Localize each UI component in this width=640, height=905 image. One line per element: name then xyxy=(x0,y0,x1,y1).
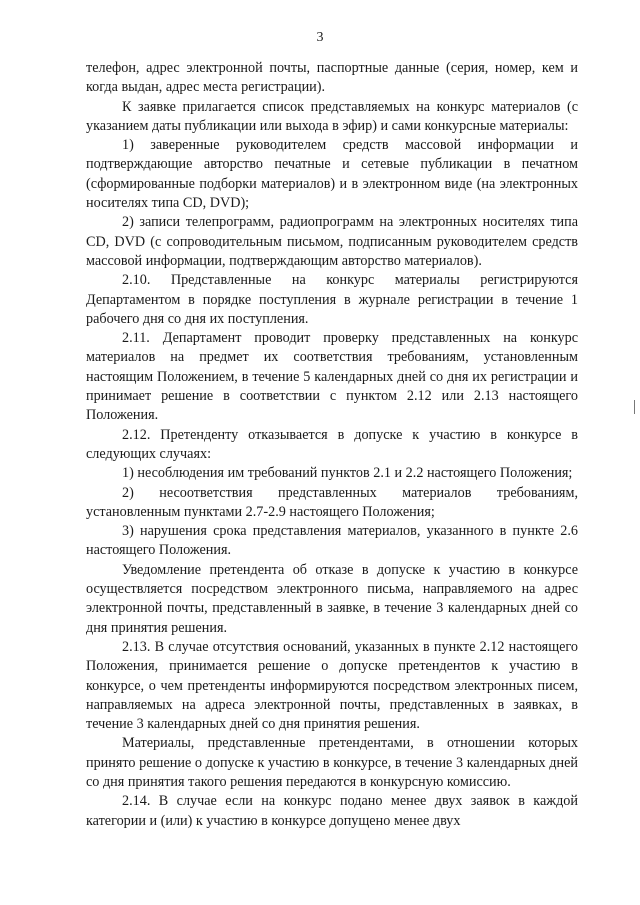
scan-margin-mark xyxy=(634,400,635,414)
paragraph-refusal-reason-1: 1) несоблюдения им требований пунктов 2.1 и 2.2 настоящего Положения; xyxy=(122,465,573,482)
paragraph-broadcast-materials: 2) записи телепрограмм, радиопрограмм на электронных носителях типа CD, DVD (с сопроводительным письмом, подписанным руководителем средств массовой информации, подтверждающим авторство материалов). xyxy=(86,214,578,269)
paragraph-section-2-12: 2.12. Претенденту отказывается в допуске к участию в конкурсе в следующих случаях: xyxy=(86,426,578,462)
document-body xyxy=(86,59,578,831)
paragraph-printed-materials: 1) заверенные руководителем средств массовой информации и подтверждающие авторство печатные и сетевые публикации в печатном (сформированные подборки материалов) и в электронном виде (на электронных носителях типа CD, DVD); xyxy=(86,137,578,212)
paragraph-refusal-reason-3: 3) нарушения срока представления материалов, указанного в пункте 2.6 настоящего Положения. xyxy=(86,523,578,559)
paragraph-section-2-14: 2.14. В случае если на конкурс подано менее двух заявок в каждой категории и (или) к участию в конкурсе допущено менее двух xyxy=(86,793,578,829)
paragraph-refusal-reason-2: 2) несоответствия представленных материалов требованиям, установленным пунктами 2.7-2.9 настоящего Положения; xyxy=(86,484,578,520)
paragraph-section-2-10: 2.10. Представленные на конкурс материалы регистрируются Департаментом в порядке поступления в журнале регистрации в течение 1 рабочего дня со дня их поступления. xyxy=(86,272,578,327)
paragraph-materials-transfer: Материалы, представленные претендентами, в отношении которых принято решение о допуске к участию в конкурсе, в течение 3 календарных дней со дня принятия такого решения передаются в конкурсную комиссию. xyxy=(86,735,578,790)
paragraph-refusal-notification: Уведомление претендента об отказе в допуске к участию в конкурсе осуществляется посредством электронного письма, направляемого на адрес электронной почты, представленный в заявке, в течение 3 календарных дней со дня принятия решения. xyxy=(86,561,578,636)
page-number: 3 xyxy=(316,30,324,45)
paragraph-contact-details: телефон, адрес электронной почты, паспортные данные (серия, номер, кем и когда выдан, адрес места регистрации). xyxy=(86,60,578,96)
paragraph-section-2-13: 2.13. В случае отсутствия оснований, указанных в пункте 2.12 настоящего Положения, принимается решение о допуске претендентов к участию в конкурсе, о чем претенденты информируются посредством электронных писем, направляемых на адреса электронной почты, представленных в заявках, в течение 3 календарных дней со дня принятия решения. xyxy=(86,638,578,733)
paragraph-materials-list-intro: К заявке прилагается список представляемых на конкурс материалов (с указанием даты публикации или выхода в эфир) и сами конкурсные материалы: xyxy=(86,98,578,134)
paragraph-section-2-11: 2.11. Департамент проводит проверку представленных на конкурс материалов на предмет их соответствия требованиям, установленным настоящим Положением, в течение 5 календарных дней со дня их регистрации и принимает решение в соответствии с пунктом 2.12 или 2.13 настоящего Положения. xyxy=(86,330,578,424)
